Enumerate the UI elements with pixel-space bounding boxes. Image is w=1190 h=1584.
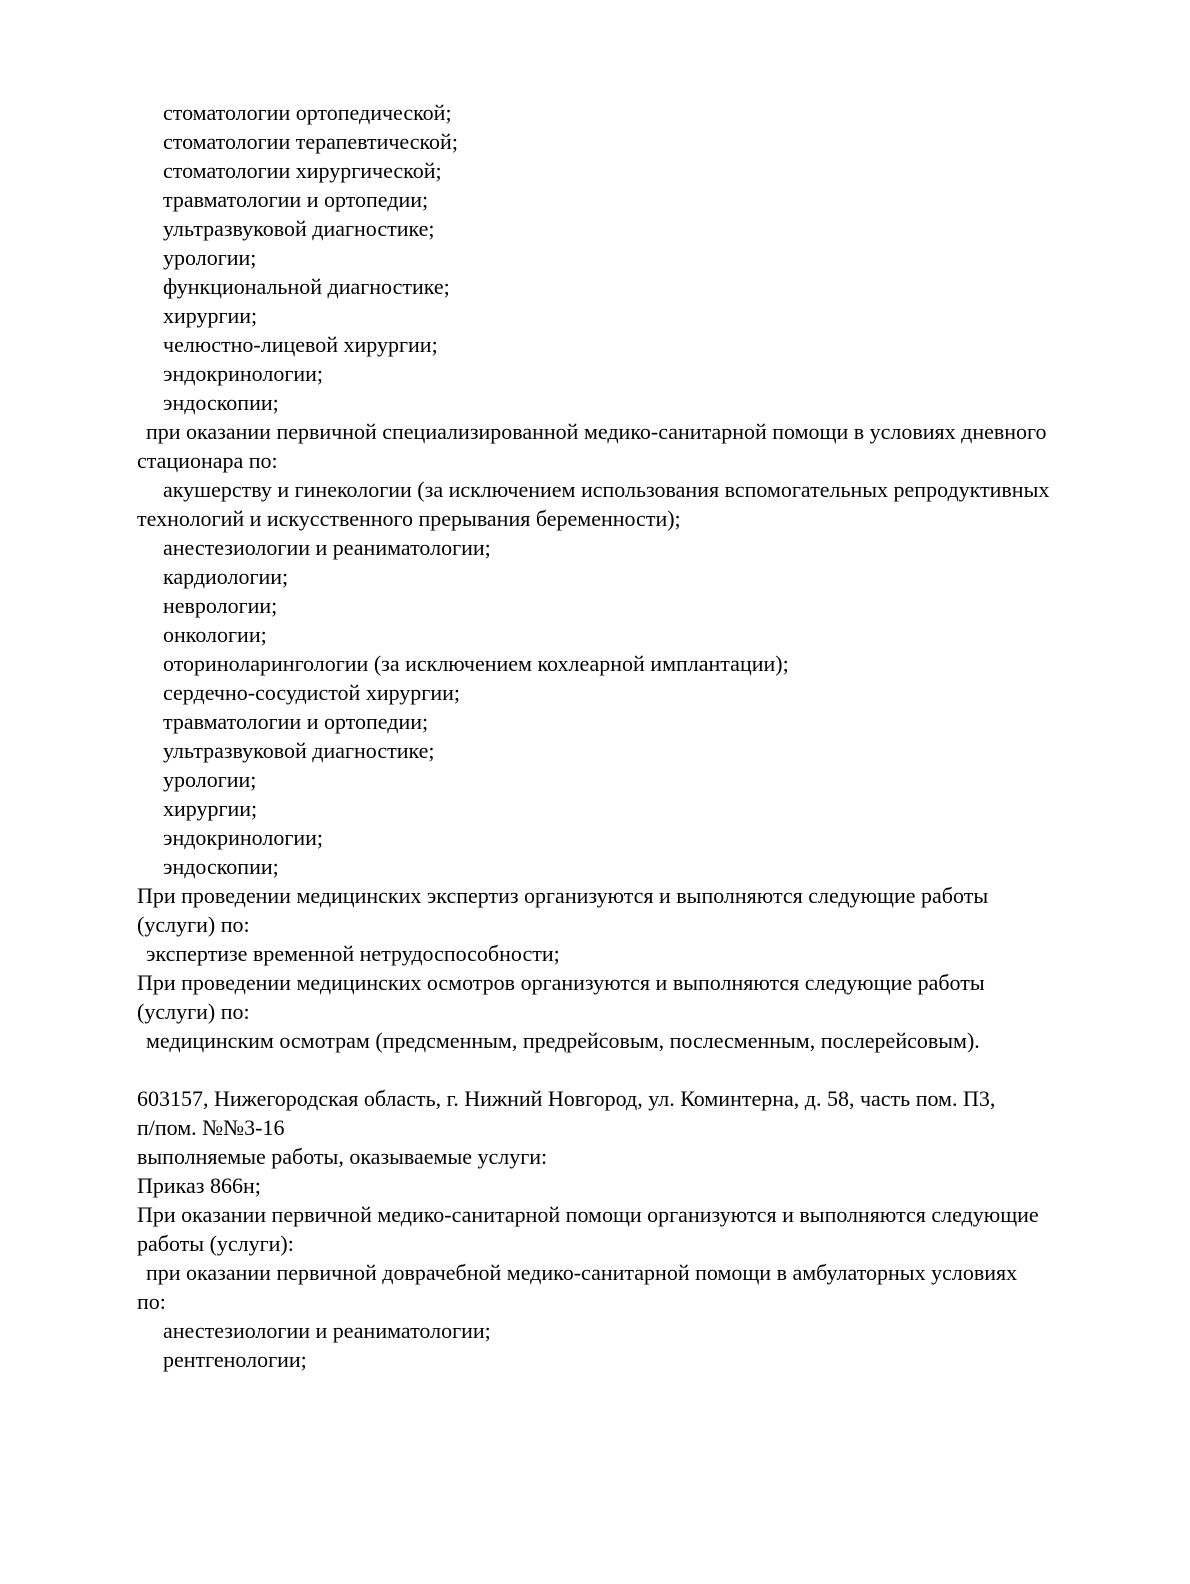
text-line: хирургии; bbox=[163, 303, 258, 328]
text-line: урологии; bbox=[163, 767, 257, 792]
text-line: медицинским осмотрам (предсменным, предрейсовым, послесменным, послерейсовым). bbox=[146, 1028, 980, 1053]
text-line: При проведении медицинских осмотров организуются и выполняются следующие работы bbox=[137, 970, 985, 995]
text-line: (услуги) по: bbox=[137, 999, 250, 1024]
text-line: при оказании первичной доврачебной медико-санитарной помощи в амбулаторных условиях bbox=[146, 1260, 1018, 1285]
text-line: технологий и искусственного прерывания беременности); bbox=[137, 506, 681, 531]
text-line: эндокринологии; bbox=[163, 361, 324, 386]
text-line: ультразвуковой диагностике; bbox=[163, 216, 435, 241]
text-line: анестезиологии и реаниматологии; bbox=[163, 535, 491, 560]
text-line: онкологии; bbox=[163, 622, 267, 647]
text-line: эндокринологии; bbox=[163, 825, 324, 850]
text-line: работы (услуги): bbox=[137, 1231, 294, 1256]
text-line: травматологии и ортопедии; bbox=[163, 187, 429, 212]
text-line: кардиологии; bbox=[163, 564, 289, 589]
text-line: травматологии и ортопедии; bbox=[163, 709, 429, 734]
text-line: оториноларингологии (за исключением кохлеарной имплантации); bbox=[163, 651, 789, 676]
text-line: хирургии; bbox=[163, 796, 258, 821]
text-line: функциональной диагностике; bbox=[163, 274, 450, 299]
text-line: стоматологии ортопедической; bbox=[163, 100, 452, 125]
text-line: акушерству и гинекологии (за исключением использования вспомогательных репродуктивных bbox=[163, 477, 1050, 502]
text-line: стоматологии хирургической; bbox=[163, 158, 442, 183]
text-line: рентгенологии; bbox=[163, 1347, 307, 1372]
text-line: (услуги) по: bbox=[137, 912, 250, 937]
text-line: анестезиологии и реаниматологии; bbox=[163, 1318, 491, 1343]
text-line: выполняемые работы, оказываемые услуги: bbox=[137, 1144, 548, 1169]
document-body bbox=[137, 98, 1120, 1374]
text-line: урологии; bbox=[163, 245, 257, 270]
text-line: п/пом. №№3-16 bbox=[137, 1115, 285, 1140]
text-line: стоматологии терапевтической; bbox=[163, 129, 458, 154]
text-line bbox=[137, 1055, 1120, 1084]
text-line: стационара по: bbox=[137, 448, 278, 473]
text-line: 603157, Нижегородская область, г. Нижний Новгород, ул. Коминтерна, д. 58, часть пом. П3, bbox=[137, 1086, 996, 1111]
text-line: неврологии; bbox=[163, 593, 278, 618]
text-line: ультразвуковой диагностике; bbox=[163, 738, 435, 763]
text-line: эндоскопии; bbox=[163, 854, 279, 879]
text-line: челюстно-лицевой хирургии; bbox=[163, 332, 438, 357]
text-line: При оказании первичной медико-санитарной помощи организуются и выполняются следующие bbox=[137, 1202, 1039, 1227]
text-line: экспертизе временной нетрудоспособности; bbox=[146, 941, 560, 966]
text-line: при оказании первичной специализированной медико-санитарной помощи в условиях дневного bbox=[146, 419, 1047, 444]
text-line: по: bbox=[137, 1289, 166, 1314]
text-line: Приказ 866н; bbox=[137, 1173, 261, 1198]
text-line: сердечно-сосудистой хирургии; bbox=[163, 680, 460, 705]
text-line: эндоскопии; bbox=[163, 390, 279, 415]
text-line: При проведении медицинских экспертиз организуются и выполняются следующие работы bbox=[137, 883, 989, 908]
